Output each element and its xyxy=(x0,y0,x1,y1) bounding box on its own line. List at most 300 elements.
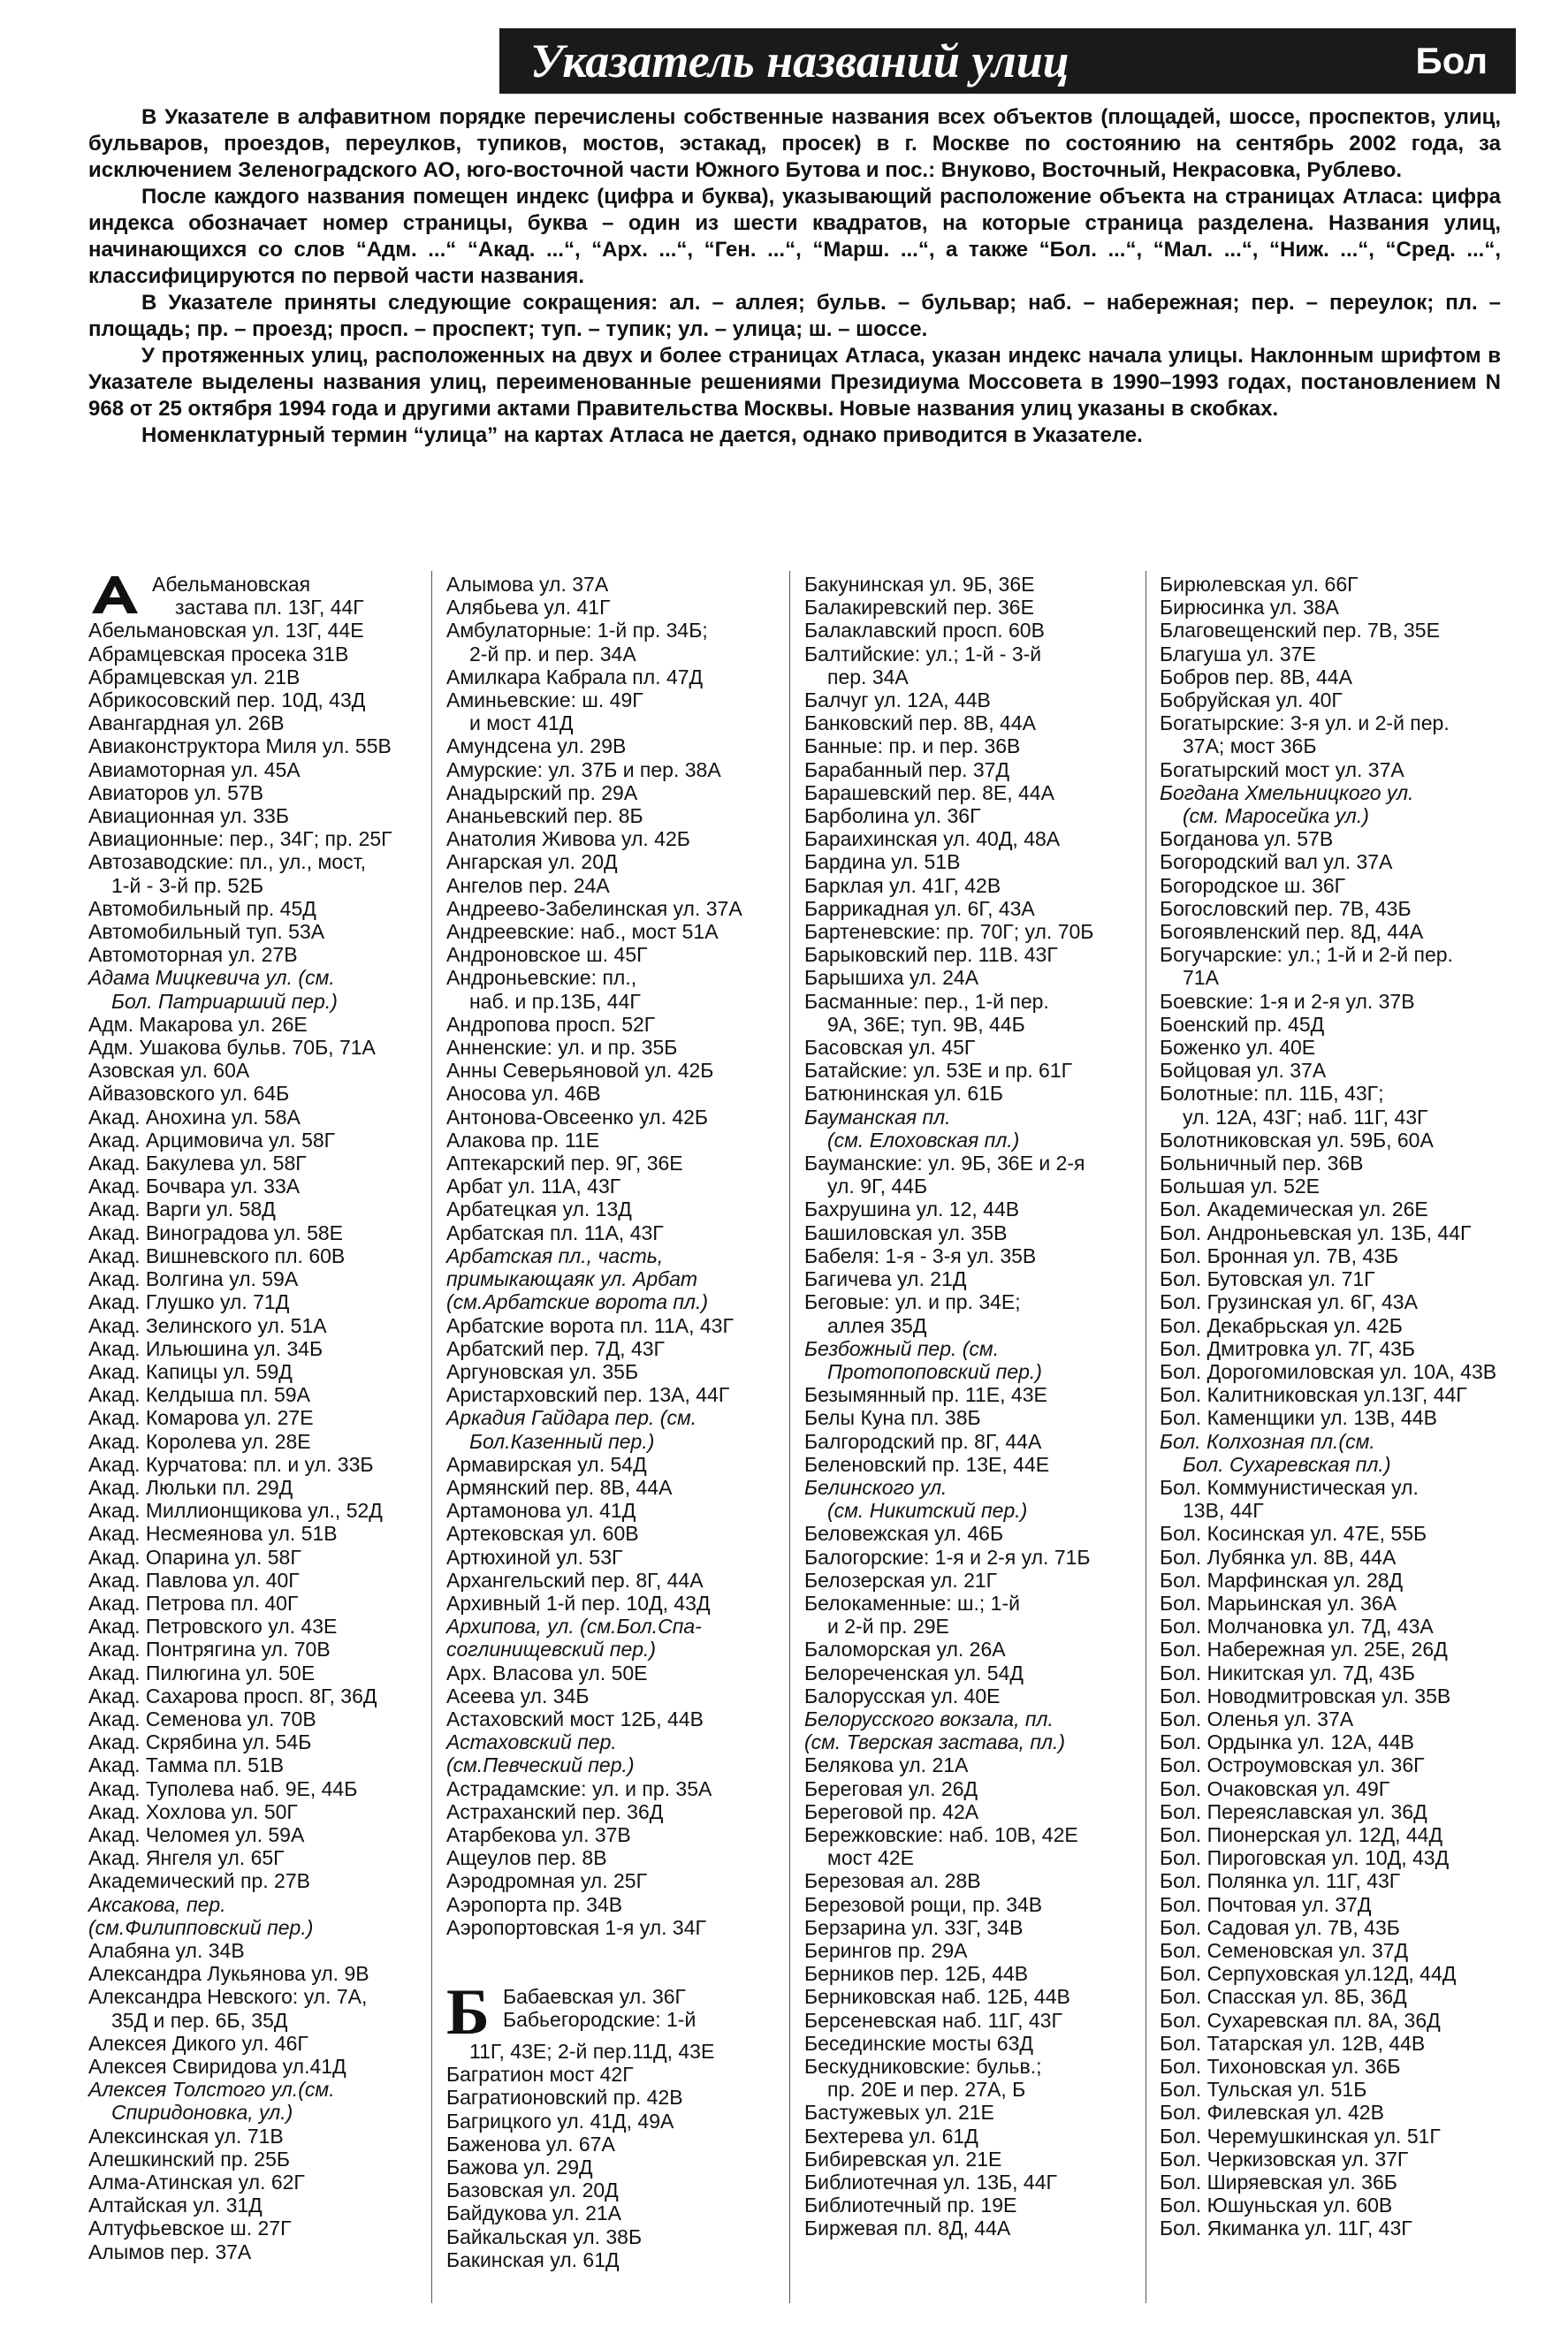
index-entry: Акад. Хохлова ул. 50Г xyxy=(88,1799,298,1823)
index-entry: Александра Невского: ул. 7А, xyxy=(88,1985,368,2009)
index-entry: Амундсена ул. 29В xyxy=(446,734,627,758)
index-entry: Бол. Дорогомиловская ул. 10А, 43В xyxy=(1160,1359,1497,1383)
index-entry: Богословский пер. 7В, 43Б xyxy=(1160,896,1412,920)
index-column-1 xyxy=(88,573,392,2263)
index-entry: Акад. Волгина ул. 59А xyxy=(88,1267,299,1291)
index-entry: Абрамцевская просека 31В xyxy=(88,642,349,665)
index-entry: Бехтерева ул. 61Д xyxy=(804,2124,978,2148)
index-entry: примыкающаяк ул. Арбат xyxy=(446,1267,698,1291)
index-entry: Авиаконструктора Миля ул. 55В xyxy=(88,734,392,758)
index-entry: Астраханский пер. 36Д xyxy=(446,1799,664,1823)
index-entry: Арбатецкая ул. 13Д xyxy=(446,1198,632,1221)
index-column-3 xyxy=(804,573,1093,2240)
index-entry: Берсеневская наб. 11Г, 43Г xyxy=(804,2008,1062,2032)
index-entry: Андреевские: наб., мост 51А xyxy=(446,920,719,944)
index-entry: Библиотечная ул. 13Б, 44Г xyxy=(804,2171,1057,2194)
index-entry: Аптекарский пер. 9Г, 36Е xyxy=(446,1152,683,1175)
index-entry: Абельмановская ул. 13Г, 44Е xyxy=(88,619,364,643)
index-entry: Анны Северьяновой ул. 42Б xyxy=(446,1059,714,1083)
entry-list xyxy=(446,573,742,1939)
index-entry: Бол. Спасская ул. 8Б, 36Д xyxy=(1160,1985,1407,2009)
section-spacer xyxy=(446,1962,742,1985)
index-entry: Аэропорта пр. 34В xyxy=(446,1892,623,1916)
intro-paragraph: Номенклатурный термин “улица” на картах Атласа не дается, однако приводится в Указателе. xyxy=(141,423,1143,447)
index-entry: Астаховский пер. xyxy=(446,1730,617,1754)
index-entry: Бол. Лубянка ул. 8В, 44А xyxy=(1160,1545,1397,1569)
index-entry: Бол. Дмитровка ул. 7Г, 43Б xyxy=(1160,1336,1415,1360)
index-entry: Аксакова, пер. xyxy=(88,1892,226,1916)
index-entry: Белокаменные: ш.; 1-й xyxy=(804,1591,1020,1615)
index-entry: Бол. Татарская ул. 12В, 44В xyxy=(1160,2031,1426,2055)
index-entry: Багрицкого ул. 41Д, 49А xyxy=(446,2109,674,2133)
letter-section-b xyxy=(446,1975,742,2049)
index-entry: Благуша ул. 37Е xyxy=(1160,642,1316,665)
index-entry: Акад. Понтрягина ул. 70В xyxy=(88,1638,331,1662)
index-entry: Акад. Бакулева ул. 58Г xyxy=(88,1152,307,1175)
index-entry: Багратионовский пр. 42В xyxy=(446,2086,683,2110)
index-entry: Бауманская пл. xyxy=(804,1105,951,1129)
index-entry: Алексея Свиридова ул.41Д xyxy=(88,2055,346,2078)
index-entry: Бартеневские: пр. 70Г; ул. 70Б xyxy=(804,920,1094,944)
index-entry: Алма-Атинская ул. 62Г xyxy=(88,2171,305,2194)
index-entry: Ангелов пер. 24А xyxy=(446,873,610,897)
index-entry: Бажова ул. 29Д xyxy=(446,2156,593,2179)
index-entry: Бол.Казенный пер.) xyxy=(469,1429,655,1453)
index-entry: Баррикадная ул. 6Г, 43А xyxy=(804,896,1035,920)
index-entry: Береговой пр. 42А xyxy=(804,1799,979,1823)
index-entry: Балорусская ул. 40Е xyxy=(804,1684,1001,1707)
index-entry: Астрадамские: ул. и пр. 35А xyxy=(446,1776,712,1800)
index-entry: Белорусского вокзала, пл. xyxy=(804,1707,1054,1730)
index-entry: Богородское ш. 36Г xyxy=(1160,873,1346,897)
index-entry: Акад. Комарова ул. 27Е xyxy=(88,1406,314,1430)
intro-paragraph: В Указателе приняты следующие сокращения: ал. – аллея; бульв. – бульвар; наб. – набережная; пер. – переулок; пл. – площадь; пр. – проезд; просп. – проспект; туп. – тупик; ул. – улица; ш. – шоссе. xyxy=(88,291,1501,341)
index-entry: Ананьевский пер. 8Б xyxy=(446,804,643,828)
index-column-2 xyxy=(446,573,742,2271)
index-entry: Акад. Челомея ул. 59А xyxy=(88,1822,305,1846)
index-entry: 35Д и пер. 6Б, 35Д xyxy=(111,2008,288,2032)
index-entry: Берников пер. 12Б, 44В xyxy=(804,1962,1029,1986)
index-entry: Бол. Бутовская ул. 71Г xyxy=(1160,1267,1375,1291)
index-entry: Протопоповский пер.) xyxy=(827,1359,1042,1383)
index-entry: Антонова-Овсеенко ул. 42Б xyxy=(446,1105,709,1129)
index-entry: Бабеля: 1-я - 3-я ул. 35В xyxy=(804,1243,1037,1267)
index-entry: Арбат ул. 11А, 43Г xyxy=(446,1175,621,1198)
index-entry: Болотные: пл. 11Б, 43Г; xyxy=(1160,1082,1384,1106)
index-entry: Балакиревский пер. 36Е xyxy=(804,596,1034,620)
entry-list xyxy=(446,2040,742,2271)
index-entry: Библиотечный пр. 19Е xyxy=(804,2194,1017,2217)
index-entry: Бол. Бронная ул. 7В, 43Б xyxy=(1160,1243,1399,1267)
index-entry: Берзарина ул. 33Г, 34В xyxy=(804,1915,1024,1939)
index-entry: Авангардная ул. 26В xyxy=(88,711,285,735)
index-entry: Балтийские: ул.; 1-й - 3-й xyxy=(804,642,1042,665)
index-entry: Аносова ул. 46В xyxy=(446,1082,601,1106)
index-entry: соглинищевский пер.) xyxy=(446,1638,657,1662)
index-entry: Балчуг ул. 12А, 44В xyxy=(804,688,991,712)
index-entry: Бобруйская ул. 40Г xyxy=(1160,688,1343,712)
index-entry: Бол. Оленья ул. 37А xyxy=(1160,1707,1354,1730)
index-entry: Акад. Сахарова просп. 8Г, 36Д xyxy=(88,1684,377,1707)
index-entry: Акад. Варги ул. 58Д xyxy=(88,1198,276,1221)
index-entry: Арбатская пл., часть, xyxy=(446,1243,664,1267)
index-entry: Бескудниковские: бульв.; xyxy=(804,2055,1042,2078)
index-column-4 xyxy=(1160,573,1496,2240)
index-entry: Барашевский пер. 8Е, 44А xyxy=(804,780,1054,804)
index-entry: Багичева ул. 21Д xyxy=(804,1267,967,1291)
index-entry: Бол. Черкизовская ул. 37Г xyxy=(1160,2147,1409,2171)
index-entry: Байдукова ул. 21А xyxy=(446,2202,622,2225)
index-entry: Бакунинская ул. 9Б, 36Е xyxy=(804,573,1035,596)
index-entry: Бол. Семеновская ул. 37Д xyxy=(1160,1938,1409,1962)
index-entry: Бесединские мосты 63Д xyxy=(804,2031,1033,2055)
index-entry: Байкальская ул. 38Б xyxy=(446,2225,643,2248)
index-entry: Акад. Скрябина ул. 54Б xyxy=(88,1730,312,1754)
index-entry: Белы Куна пл. 38Б xyxy=(804,1406,981,1430)
index-entry: Боенский пр. 45Д xyxy=(1160,1012,1325,1036)
index-entry: Армавирская ул. 54Д xyxy=(446,1452,647,1476)
index-entry: (см.Филипповский пер.) xyxy=(88,1915,314,1939)
index-entry: Балгородский пр. 8Г, 44А xyxy=(804,1429,1042,1453)
index-entry: Архивный 1-й пер. 10Д, 43Д xyxy=(446,1591,711,1615)
index-entry: Автомобильный туп. 53А xyxy=(88,920,325,944)
index-entry: Боженко ул. 40Е xyxy=(1160,1036,1316,1060)
index-entry: Авиационные: пер., 34Г; пр. 25Г xyxy=(88,827,392,851)
index-entry: Бол. Полянка ул. 11Г, 43Г xyxy=(1160,1869,1401,1893)
intro-paragraph: После каждого названия помещен индекс (цифра и буква), указывающий расположение объекта на страницах Атласа: цифра индекса обозначает номер страницы, буква – один из шести квадратов, на которые страница разделена. Названия улиц, начинающихся со слов “Адм. ...“ “Акад. ...“, “Арх. ...“, “Ген. ...“, “Марш. ...“, а также “Бол. ...“, “Мал. ...“, “Ниж. ...“, “Сред. ...“, классифицируются по первой части названия. xyxy=(88,185,1501,288)
index-entry: Беговые: ул. и пр. 34Е; xyxy=(804,1290,1021,1314)
index-entry: Бол. Колхозная пл.(см. xyxy=(1160,1429,1375,1453)
index-entry: Березовой рощи, пр. 34В xyxy=(804,1892,1043,1916)
index-entry: Алябьева ул. 41Г xyxy=(446,596,611,620)
index-entry: Бол. Очаковская ул. 49Г xyxy=(1160,1776,1390,1800)
index-entry: Акад. Глушко ул. 71Д xyxy=(88,1290,290,1314)
index-entry: (см. Маросейка ул.) xyxy=(1183,804,1369,828)
index-entry: Акад. Вишневского пл. 60В xyxy=(88,1243,346,1267)
index-entry: Амурские: ул. 37Б и пер. 38А xyxy=(446,757,721,781)
index-entry: Богучарские: ул.; 1-й и 2-й пер. xyxy=(1160,943,1453,967)
index-entry: Акад. Павлова ул. 40Г xyxy=(88,1568,300,1592)
index-entry: Аэродромная ул. 25Г xyxy=(446,1869,648,1893)
index-entry: пр. 20Е и пер. 27А, Б xyxy=(827,2078,1026,2102)
index-entry: 1-й - 3-й пр. 52Б xyxy=(111,873,264,897)
index-entry: Большая ул. 52Е xyxy=(1160,1175,1320,1198)
index-entry: Артюхиной ул. 53Г xyxy=(446,1545,623,1569)
index-entry: Бол. Пионерская ул. 12Д, 44Д xyxy=(1160,1822,1443,1846)
index-entry: Богатырские: 3-я ул. и 2-й пер. xyxy=(1160,711,1450,735)
index-entry: Бараихинская ул. 40Д, 48А xyxy=(804,827,1061,851)
index-entry: Акад. Капицы ул. 59Д xyxy=(88,1359,293,1383)
index-entry: Барышиха ул. 24А xyxy=(804,966,979,990)
index-entry: Бакинская ул. 61Д xyxy=(446,2247,620,2271)
index-entry: Бол. Грузинская ул. 6Г, 43А xyxy=(1160,1290,1418,1314)
index-entry: Арбатские ворота пл. 11А, 43Г xyxy=(446,1313,734,1337)
index-entry: Акад. Курчатова: пл. и ул. 33Б xyxy=(88,1452,374,1476)
index-entry: 11Г, 43Е; 2-й пер.11Д, 43Е xyxy=(469,2039,715,2063)
index-entry: Амбулаторные: 1-й пр. 34Б; xyxy=(446,619,708,643)
index-entry: Базовская ул. 20Д xyxy=(446,2179,619,2202)
index-entry: Андроньевские: пл., xyxy=(446,966,637,990)
index-entry: Бахрушина ул. 12, 44В xyxy=(804,1198,1020,1221)
index-entry: Акад. Пилюгина ул. 50Е xyxy=(88,1661,316,1685)
index-entry: Белозерская ул. 21Г xyxy=(804,1568,998,1592)
intro-paragraph: В Указателе в алфавитном порядке перечислены собственные названия всех объектов (площадей, шоссе, проспектов, улиц, бульваров, проездов, переулков, тупиков, мостов, эстакад, просек) в г. Москве по состоянию на сентябрь 2002 года, за исключением Зеленоградского АО, юго-восточной части Южного Бутова и пос.: Внуково, Восточный, Некрасовка, Рублево. xyxy=(88,105,1501,182)
index-entry: Аркадия Гайдара пер. (см. xyxy=(446,1406,697,1430)
page-section-code: Бол xyxy=(1415,40,1488,81)
index-entry: Акад. Ильюшина ул. 34Б xyxy=(88,1336,323,1360)
index-entry: Акад. Туполева наб. 9Е, 44Б xyxy=(88,1776,358,1800)
index-entry: Андропова просп. 52Г xyxy=(446,1012,656,1036)
column-divider xyxy=(431,571,432,2303)
index-entry: и 2-й пр. 29Е xyxy=(827,1615,949,1639)
index-entry: Бол. Каменщики ул. 13В, 44В xyxy=(1160,1406,1437,1430)
index-entry: Бобров пер. 8В, 44А xyxy=(1160,665,1352,688)
index-entry: Благовещенский пер. 7В, 35Е xyxy=(1160,619,1440,643)
entry-list xyxy=(804,573,1093,2240)
index-entry: Бойцовая ул. 37А xyxy=(1160,1059,1327,1083)
index-entry: Акад. Зелинского ул. 51А xyxy=(88,1313,327,1337)
index-entry: Арх. Власова ул. 50Е xyxy=(446,1661,648,1685)
index-entry: Бол. Почтовая ул. 37Д xyxy=(1160,1892,1372,1916)
index-entry: Азовская ул. 60А xyxy=(88,1059,250,1083)
index-entry: Акад. Люльки пл. 29Д xyxy=(88,1475,293,1499)
index-entry: Артековская ул. 60В xyxy=(446,1522,639,1546)
index-entry: Акад. Келдыша пл. 59А xyxy=(88,1383,310,1407)
index-entry: Алымова ул. 37А xyxy=(446,573,609,596)
index-entry: Бол. Марьинская ул. 36А xyxy=(1160,1591,1397,1615)
index-entry: Богатырский мост ул. 37А xyxy=(1160,757,1404,781)
index-entry: Адм. Ушакова бульв. 70Б, 71А xyxy=(88,1036,376,1060)
index-entry: и мост 41Д xyxy=(469,711,574,735)
index-entry: Атарбекова ул. 37В xyxy=(446,1822,631,1846)
index-entry: Бол. Сухаревская пл. 8А, 36Д xyxy=(1160,2008,1441,2032)
index-entry: Бол. Коммунистическая ул. xyxy=(1160,1475,1419,1499)
index-entry: Акад. Опарина ул. 58Г xyxy=(88,1545,301,1569)
index-entry: Бол. Якиманка ул. 11Г, 43Г xyxy=(1160,2217,1412,2240)
index-entry: 37А; мост 36Б xyxy=(1183,734,1317,758)
index-entry: Балаклавский просп. 60В xyxy=(804,619,1045,643)
index-entry: Белинского ул. xyxy=(804,1475,948,1499)
index-entry: Берингов пр. 29А xyxy=(804,1938,968,1962)
index-entry: (см.Арбатские ворота пл.) xyxy=(446,1290,709,1314)
section-spacer xyxy=(446,1939,742,1962)
index-entry: Береговая ул. 26Д xyxy=(804,1776,978,1800)
index-entry: Акад. Несмеянова ул. 51В xyxy=(88,1522,338,1546)
column-divider xyxy=(789,571,790,2303)
index-entry: Бол. Остроумовская ул. 36Г xyxy=(1160,1753,1425,1777)
index-entry: Бол. Тихоновская ул. 36Б xyxy=(1160,2055,1401,2078)
index-entry: Акад. Петровского ул. 43Е xyxy=(88,1615,338,1639)
index-entry: Барболина ул. 36Г xyxy=(804,804,981,828)
index-entry: Басовская ул. 45Г xyxy=(804,1036,976,1060)
index-entry: Анненские: ул. и пр. 35Б xyxy=(446,1036,678,1060)
entry-list xyxy=(88,619,392,2263)
index-entry: Академический пр. 27В xyxy=(88,1869,310,1893)
index-entry: Андроновское ш. 45Г xyxy=(446,943,648,967)
index-entry: Больничный пер. 36В xyxy=(1160,1152,1364,1175)
index-entry: застава пл. 13Г, 44Г xyxy=(175,596,364,620)
index-entry: Бастужевых ул. 21Е xyxy=(804,2101,994,2125)
index-entry: Безбожный пер. (см. xyxy=(804,1336,1000,1360)
intro-text xyxy=(88,104,1501,449)
index-entry: Бауманские: ул. 9Б, 36Е и 2-я xyxy=(804,1152,1085,1175)
index-entry: Акад. Петрова пл. 40Г xyxy=(88,1591,299,1615)
index-entry: Аристарховский пер. 13А, 44Г xyxy=(446,1383,730,1407)
index-entry: (см.Певческий пер.) xyxy=(446,1753,635,1777)
index-entry: Автомобильный пр. 45Д xyxy=(88,896,316,920)
index-entry: 2-й пр. и пер. 34А xyxy=(469,642,636,665)
index-entry: Боевские: 1-я и 2-я ул. 37В xyxy=(1160,989,1415,1013)
index-entry: Алакова пр. 11Е xyxy=(446,1128,600,1152)
index-entry: Бол. Молчановка ул. 7Д, 43А xyxy=(1160,1615,1434,1639)
index-entry: ул. 9Г, 44Б xyxy=(827,1175,928,1198)
index-entry: Аргуновская ул. 35Б xyxy=(446,1359,639,1383)
index-entry: Алымов пер. 37А xyxy=(88,2240,252,2263)
index-entry: Бибиревская ул. 21Е xyxy=(804,2147,1002,2171)
index-entry: Акад. Королева ул. 28Е xyxy=(88,1429,311,1453)
index-entry: Абрамцевская ул. 21В xyxy=(88,665,301,688)
index-entry: аллея 35Д xyxy=(827,1313,927,1337)
index-entry: Айвазовского ул. 64Б xyxy=(88,1082,290,1106)
index-entry: Алтайская ул. 31Д xyxy=(88,2194,263,2217)
index-entry: Болотниковская ул. 59Б, 60А xyxy=(1160,1128,1434,1152)
index-entry: Балогорские: 1-я и 2-я ул. 71Б xyxy=(804,1545,1091,1569)
page-title: Указатель названий улиц xyxy=(530,34,1069,87)
index-entry: Богородский вал ул. 37А xyxy=(1160,850,1393,874)
index-entry: Арбатская пл. 11А, 43Г xyxy=(446,1221,664,1244)
index-entry: Адм. Макарова ул. 26Е xyxy=(88,1012,308,1036)
index-entry: Бабаевская ул. 36Г xyxy=(503,1984,687,2008)
index-entry: Бирюлевская ул. 66Г xyxy=(1160,573,1359,596)
index-entry: Акад. Миллионщикова ул., 52Д xyxy=(88,1499,383,1523)
index-entry: Барклая ул. 41Г, 42В xyxy=(804,873,1001,897)
index-entry: Анадырский пр. 29А xyxy=(446,780,638,804)
index-entry: Богоявленский пер. 8Д, 44А xyxy=(1160,920,1424,944)
index-entry: Ащеулов пер. 8В xyxy=(446,1846,607,1870)
index-entry: Бол. Патриарший пер.) xyxy=(111,989,338,1013)
index-entry: Бол. Тульская ул. 51Б xyxy=(1160,2078,1367,2102)
index-entry: Алексея Толстого ул.(см. xyxy=(88,2078,335,2102)
index-entry: Алтуфьевское ш. 27Г xyxy=(88,2217,292,2240)
index-entry: Бол. Ширяевская ул. 36Б xyxy=(1160,2171,1397,2194)
index-entry: Андреево-Забелинская ул. 37А xyxy=(446,896,742,920)
index-entry: Акад. Семенова ул. 70В xyxy=(88,1707,316,1730)
index-entry: Бирюсинка ул. 38А xyxy=(1160,596,1339,620)
index-entry: Авиамоторная ул. 45А xyxy=(88,757,301,781)
index-entry: Абрикосовский пер. 10Д, 43Д xyxy=(88,688,366,712)
index-entry: Белореченская ул. 54Д xyxy=(804,1661,1024,1685)
index-entry: Беленовский пр. 13Е, 44Е xyxy=(804,1452,1050,1476)
index-entry: Бол. Калитниковская ул.13Г, 44Г xyxy=(1160,1383,1467,1407)
index-entry: Березовая ал. 28В xyxy=(804,1869,981,1893)
index-entry: Акад. Бочвара ул. 33А xyxy=(88,1175,301,1198)
index-entry: Адама Мицкевича ул. (см. xyxy=(88,966,335,990)
index-entry: (см. Тверская застава, пл.) xyxy=(804,1730,1066,1754)
index-entry: Бол. Серпуховская ул.12Д, 44Д xyxy=(1160,1962,1457,1986)
index-entry: Багратион мост 42Г xyxy=(446,2063,634,2087)
index-entry: Аминьевские: ш. 49Г xyxy=(446,688,643,712)
index-entry: Амилкара Кабрала пл. 47Д xyxy=(446,665,704,688)
index-entry: Басманные: пер., 1-й пер. xyxy=(804,989,1049,1013)
index-entry: Бол. Декабрьская ул. 42Б xyxy=(1160,1313,1403,1337)
index-entry: Бардина ул. 51В xyxy=(804,850,961,874)
index-entry: Акад. Анохина ул. 58А xyxy=(88,1105,301,1129)
entry-list xyxy=(1160,573,1496,2240)
index-entry: Авиаторов ул. 57В xyxy=(88,780,264,804)
index-entry: Барабанный пер. 37Д xyxy=(804,757,1010,781)
index-entry: Алешкинский пр. 25Б xyxy=(88,2147,290,2171)
index-entry: Батайские: ул. 53Е и пр. 61Г xyxy=(804,1059,1073,1083)
index-entry: Баломорская ул. 26А xyxy=(804,1638,1006,1662)
index-entry: Баженова ул. 67А xyxy=(446,2132,615,2156)
index-entry: Архангельский пер. 8Г, 44А xyxy=(446,1568,704,1592)
index-entry: Биржевая пл. 8Д, 44А xyxy=(804,2217,1011,2240)
index-entry: Безымянный пр. 11Е, 43Е xyxy=(804,1383,1047,1407)
index-entry: Бол. Косинская ул. 47Е, 55Б xyxy=(1160,1522,1427,1546)
index-entry: Беловежская ул. 46Б xyxy=(804,1522,1004,1546)
index-entry: Барыковский пер. 11В. 43Г xyxy=(804,943,1058,967)
index-entry: наб. и пр.13Б, 44Г xyxy=(469,989,641,1013)
intro-paragraph: У протяженных улиц, расположенных на двух и более страницах Атласа, указан индекс начала улицы. Наклонным шрифтом в Указателе выделены названия улиц, переименованные решениями Президиума Моссовета в 1990–1993 годах, постановлением N 968 от 25 октября 1994 года и другими актами Правительства Москвы. Новые названия улиц указаны в скобках. xyxy=(88,344,1501,421)
index-entry: Бол. Сухаревская пл.) xyxy=(1183,1452,1391,1476)
index-entry: Алексея Дикого ул. 46Г xyxy=(88,2031,308,2055)
index-entry: Автомоторная ул. 27В xyxy=(88,943,298,967)
index-entry: Бол. Новодмитровская ул. 35В xyxy=(1160,1684,1451,1707)
index-entry: Банковский пер. 8В, 44А xyxy=(804,711,1036,735)
index-entry: мост 42Е xyxy=(827,1846,914,1870)
index-entry: Бол. Андроньевская ул. 13Б, 44Г xyxy=(1160,1221,1472,1244)
index-entry: Арбатский пер. 7Д, 43Г xyxy=(446,1336,665,1360)
index-entry: Аэропортовская 1-я ул. 34Г xyxy=(446,1915,706,1939)
index-entry: Бол. Переяславская ул. 36Д xyxy=(1160,1799,1427,1823)
index-entry: Башиловская ул. 35В xyxy=(804,1221,1008,1244)
index-entry: Бережковские: наб. 10В, 42Е xyxy=(804,1822,1078,1846)
index-entry: Акад. Виноградова ул. 58Е xyxy=(88,1221,344,1244)
index-entry: Бол. Юшуньская ул. 60В xyxy=(1160,2194,1393,2217)
index-entry: Анатолия Живова ул. 42Б xyxy=(446,827,690,851)
index-entry: Батюнинская ул. 61Б xyxy=(804,1082,1003,1106)
index-entry: Армянский пер. 8В, 44А xyxy=(446,1475,673,1499)
index-entry: Богданова ул. 57В xyxy=(1160,827,1334,851)
index-entry: Архипова, ул. (см.Бол.Спа- xyxy=(446,1615,702,1639)
index-entry: Бол. Садовая ул. 7В, 43Б xyxy=(1160,1915,1400,1939)
index-entry: Бол. Никитская ул. 7Д, 43Б xyxy=(1160,1661,1415,1685)
index-entry: Бол. Ордынка ул. 12А, 44В xyxy=(1160,1730,1414,1754)
dropcap-letter-b: Б xyxy=(446,1975,490,2049)
index-entry: Ангарская ул. 20Д xyxy=(446,850,618,874)
index-entry: Акад. Арцимовича ул. 58Г xyxy=(88,1128,336,1152)
index-entry: Бабьегородские: 1-й xyxy=(503,2008,696,2032)
index-entry: 13В, 44Г xyxy=(1183,1499,1264,1523)
index-entry: (см. Елоховская пл.) xyxy=(827,1128,1020,1152)
index-entry: Авиационная ул. 33Б xyxy=(88,804,289,828)
letter-section-a xyxy=(88,573,392,619)
index-entry: Бол. Марфинская ул. 28Д xyxy=(1160,1568,1404,1592)
index-entry: Алабяна ул. 34В xyxy=(88,1938,245,1962)
index-entry: пер. 34А xyxy=(827,665,909,688)
index-entry: Берниковская наб. 12Б, 44В xyxy=(804,1985,1070,2009)
index-entry: Акад. Янгеля ул. 65Г xyxy=(88,1846,285,1870)
index-entry: Бол. Филевская ул. 42В xyxy=(1160,2101,1384,2125)
index-entry: 71А xyxy=(1183,966,1219,990)
index-entry: Александра Лукьянова ул. 9В xyxy=(88,1962,369,1986)
index-entry: ул. 12А, 43Г; наб. 11Г, 43Г xyxy=(1183,1105,1428,1129)
index-entry: (см. Никитский пер.) xyxy=(827,1499,1028,1523)
index-entry: Артамонова ул. 41Д xyxy=(446,1499,636,1523)
index-entry: Акад. Тамма пл. 51В xyxy=(88,1753,285,1777)
index-entry: Абельмановская xyxy=(152,573,311,596)
index-entry: Асеева ул. 34Б xyxy=(446,1684,590,1707)
